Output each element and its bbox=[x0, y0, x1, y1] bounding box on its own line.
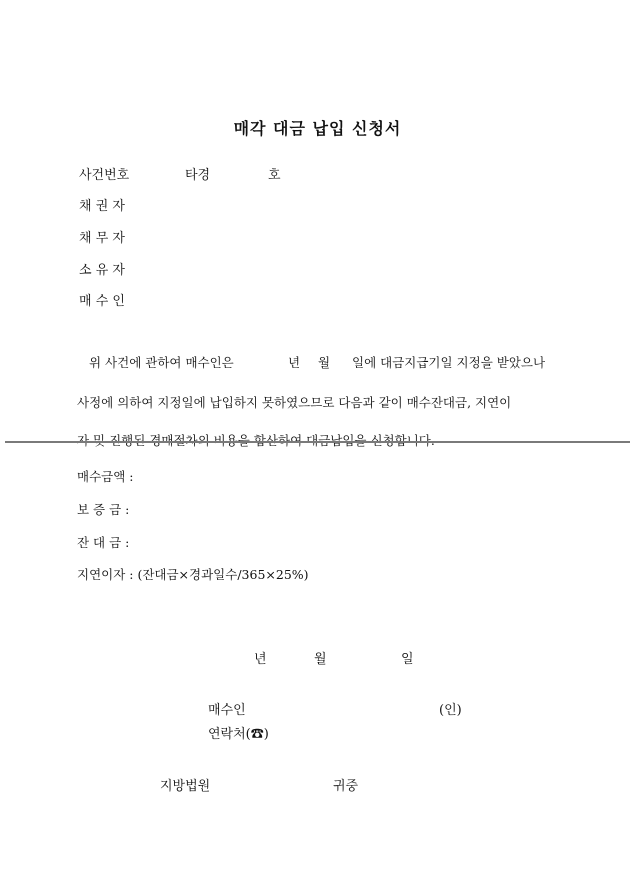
body-line-1-year: 년 bbox=[288, 355, 301, 370]
debtor-label: 채 무 자 bbox=[79, 231, 125, 246]
signer-buyer-label: 매수인 bbox=[208, 703, 246, 718]
body-line-3 bbox=[77, 431, 435, 449]
document-title: 매각 대금 납입 신청서 bbox=[233, 119, 402, 138]
body-line-1-month: 월 bbox=[318, 355, 331, 370]
purchase-price-label: 매수금액 : bbox=[77, 469, 134, 484]
late-interest-label: 지연이자 : (잔대금×경과일수/365×25%) bbox=[77, 567, 309, 582]
date-day: 일 bbox=[401, 652, 414, 667]
body-line-1-start: 위 사건에 관하여 매수인은 bbox=[89, 355, 234, 370]
court-name: 지방법원 bbox=[160, 779, 211, 794]
contact-label: 연락처(☎) bbox=[208, 727, 269, 742]
seal-mark: (인) bbox=[439, 703, 462, 718]
case-type: 타경 bbox=[185, 168, 211, 183]
buyer-label: 매 수 인 bbox=[79, 294, 125, 309]
scan-line-artifact bbox=[5, 441, 630, 443]
date-month: 월 bbox=[314, 652, 327, 667]
owner-label: 소 유 자 bbox=[79, 263, 125, 278]
balance-label: 잔 대 금 : bbox=[77, 535, 130, 550]
body-line-1-end: 일에 대금지급기일 지정을 받았으나 bbox=[352, 355, 546, 370]
case-number-label: 사건번호 bbox=[79, 168, 130, 183]
addressee: 귀중 bbox=[333, 779, 359, 794]
creditor-label: 채 권 자 bbox=[79, 199, 125, 214]
deposit-label: 보 증 금 : bbox=[77, 502, 130, 517]
date-year: 년 bbox=[254, 652, 267, 667]
case-suffix: 호 bbox=[268, 168, 281, 183]
body-line-2: 사정에 의하여 지정일에 납입하지 못하였으므로 다음과 같이 매수잔대금, 지연이 bbox=[77, 395, 512, 410]
